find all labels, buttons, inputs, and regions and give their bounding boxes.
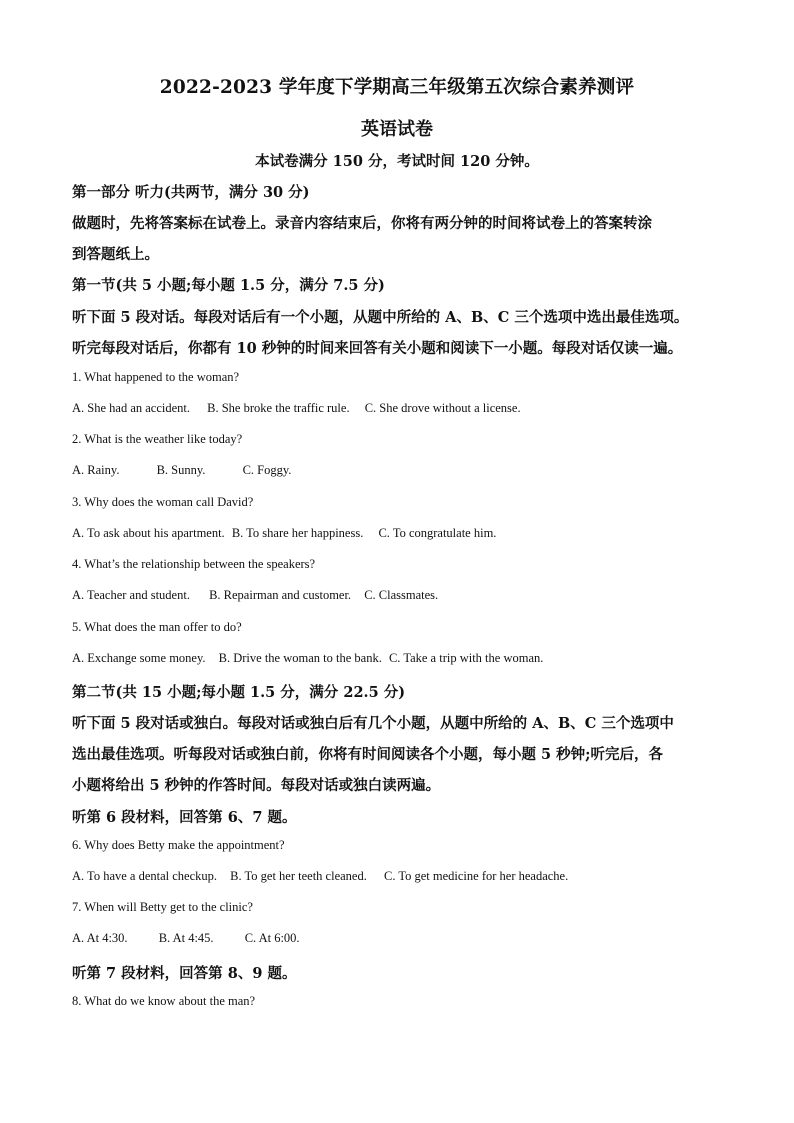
option-b: B. To get her teeth cleaned. xyxy=(230,869,367,883)
option-c: C. To get medicine for her headache. xyxy=(383,869,569,883)
option-a: A. Teacher and student. xyxy=(72,588,190,602)
option-c: C. At 6:00. xyxy=(244,931,300,945)
exam-note: 本试卷满分 150 分，考试时间 120 分钟。 xyxy=(255,153,539,170)
part1-intro-line2: 到答题纸上。 xyxy=(72,246,159,263)
section1-instruction-line2: 听完每段对话后，你都有 10 秒钟的时间来回答有关小题和阅读下一小题。每段对话仅读一遍。 xyxy=(72,340,683,357)
question-stem: 4. What’s the relationship between the speakers? xyxy=(72,557,316,571)
question-options xyxy=(72,869,568,884)
option-b: B. To share her happiness. xyxy=(231,526,364,540)
question-options xyxy=(72,526,496,541)
option-b: B. Repairman and customer. xyxy=(209,588,352,602)
question-options xyxy=(72,463,291,478)
option-a: A. To ask about his apartment. xyxy=(72,526,225,540)
section1-instruction-line1: 听下面 5 段对话。每段对话后有一个小题，从题中所给的 A、B、C 三个选项中选出最佳选项。 xyxy=(72,309,689,326)
exam-title: 2022-2023 学年度下学期高三年级第五次综合素养测评 xyxy=(159,77,635,98)
question-stem: 7. When will Betty get to the clinic? xyxy=(72,900,253,914)
section1-heading: 第一节(共 5 小题;每小题 1.5 分，满分 7.5 分) xyxy=(72,277,385,294)
question-stem: 8. What do we know about the man? xyxy=(72,994,256,1008)
option-b: B. At 4:45. xyxy=(158,931,214,945)
option-c: C. To congratulate him. xyxy=(378,526,497,540)
option-a: A. She had an accident. xyxy=(72,401,191,415)
option-c: C. Classmates. xyxy=(364,588,439,602)
question-stem: 1. What happened to the woman? xyxy=(72,370,240,384)
question-stem: 6. Why does Betty make the appointment? xyxy=(72,838,285,852)
question-options xyxy=(72,588,438,603)
material-heading: 听第 7 段材料，回答第 8、9 题。 xyxy=(72,965,297,982)
question-options xyxy=(72,931,300,946)
question-options xyxy=(72,651,543,666)
question-stem: 3. Why does the woman call David? xyxy=(72,495,254,509)
option-a: A. Rainy. xyxy=(72,463,120,477)
option-b: B. Sunny. xyxy=(156,463,206,477)
option-c: C. Foggy. xyxy=(242,463,292,477)
exam-subtitle: 英语试卷 xyxy=(361,119,433,140)
option-a: A. At 4:30. xyxy=(72,931,128,945)
question-stem: 5. What does the man offer to do? xyxy=(72,620,242,634)
section2-instruction-line3: 小题将给出 5 秒钟的作答时间。每段对话或独白读两遍。 xyxy=(72,777,441,794)
option-a: A. Exchange some money. xyxy=(72,651,206,665)
option-c: C. Take a trip with the woman. xyxy=(388,651,544,665)
option-b: B. She broke the traffic rule. xyxy=(207,401,350,415)
question-options xyxy=(72,401,521,416)
section2-instruction-line1: 听下面 5 段对话或独白。每段对话或独白后有几个小题，从题中所给的 A、B、C 三个选项中 xyxy=(72,715,674,732)
option-b: B. Drive the woman to the bank. xyxy=(218,651,382,665)
section2-heading: 第二节(共 15 小题;每小题 1.5 分，满分 22.5 分) xyxy=(72,684,406,701)
question-stem: 2. What is the weather like today? xyxy=(72,432,243,446)
option-a: A. To have a dental checkup. xyxy=(72,869,218,883)
part1-heading: 第一部分 听力(共两节，满分 30 分) xyxy=(72,184,310,201)
option-c: C. She drove without a license. xyxy=(364,401,521,415)
section2-instruction-line2: 选出最佳选项。听每段对话或独白前，你将有时间阅读各个小题，每小题 5 秒钟;听完后，各 xyxy=(72,746,664,763)
material-heading: 听第 6 段材料，回答第 6、7 题。 xyxy=(72,809,297,826)
part1-intro-line1: 做题时，先将答案标在试卷上。录音内容结束后，你将有两分钟的时间将试卷上的答案转涂 xyxy=(72,215,652,232)
